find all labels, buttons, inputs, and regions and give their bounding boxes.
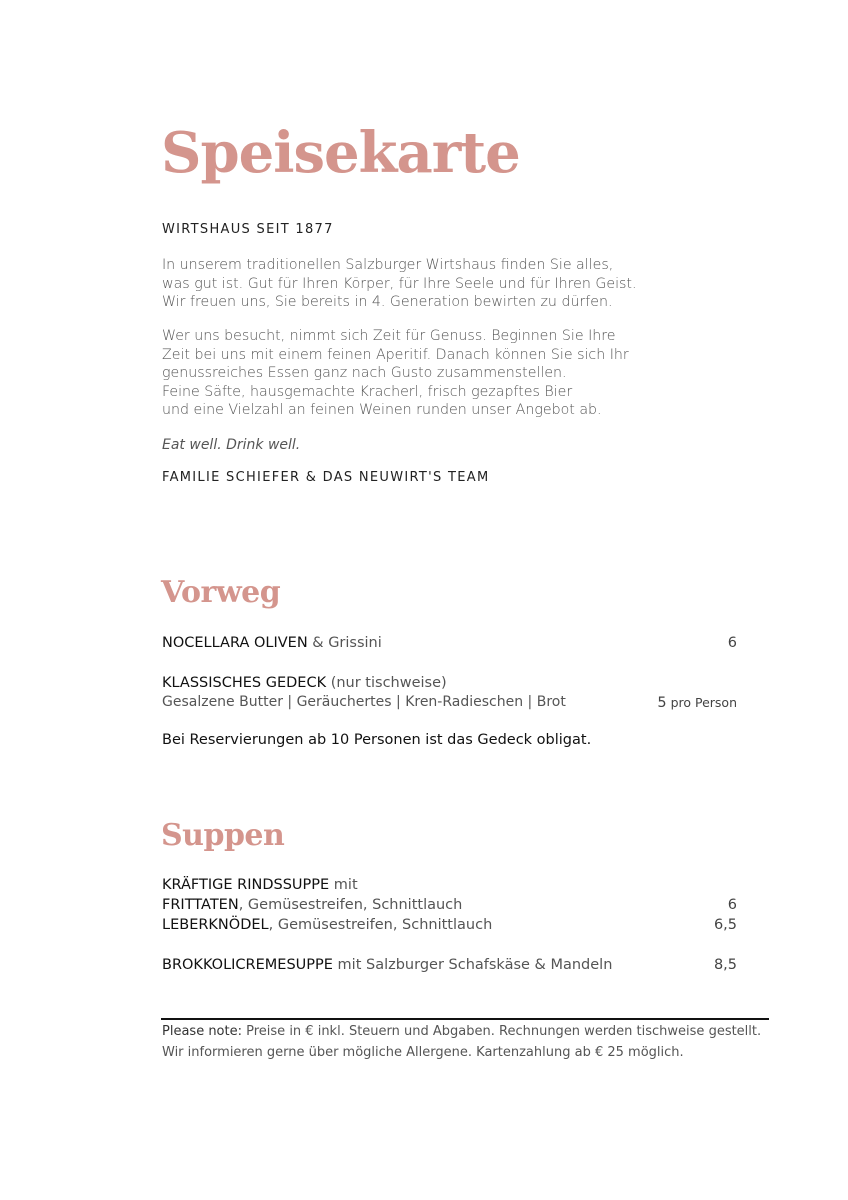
intro-paragraph-2 <box>162 327 629 420</box>
menu-item-oliven <box>162 635 382 651</box>
item-price: 6,5 <box>713 917 737 933</box>
item-name: FRITTATEN <box>162 897 239 913</box>
price-unit: pro Person <box>666 695 737 710</box>
intro-line: Zeit bei uns mit einem feinen Aperitif. Danach können Sie sich Ihr <box>162 346 629 363</box>
menu-item-rindssuppe <box>162 877 358 893</box>
intro-paragraph-1 <box>162 256 637 312</box>
item-name: LEBERKNÖDEL <box>162 917 269 933</box>
intro-line: Wir freuen uns, Sie bereits in 4. Generation bewirten zu dürfen. <box>162 294 613 311</box>
footer-text: Preise in € inkl. Steuern und Abgaben. Rechnungen werden tischweise gestellt. <box>242 1024 762 1039</box>
item-desc: , Gemüsestreifen, Schnittlauch <box>238 897 463 913</box>
item-detail: Gesalzene Butter | Geräuchertes | Kren-Radieschen | Brot <box>162 694 566 710</box>
subtitle: WIRTSHAUS SEIT 1877 <box>162 222 334 237</box>
item-desc: , Gemüsestreifen, Schnittlauch <box>268 917 493 933</box>
menu-item-frittaten <box>162 897 462 913</box>
item-desc: mit <box>329 877 358 893</box>
item-price: 6 <box>727 635 737 651</box>
item-desc: (nur tischweise) <box>326 675 447 691</box>
item-desc: mit Salzburger Schafskäse & Mandeln <box>332 957 613 973</box>
footer-note-line-2: Wir informieren gerne über mögliche Allergene. Kartenzahlung ab € 25 möglich. <box>162 1045 684 1060</box>
intro-line: In unserem traditionellen Salzburger Wirtshaus finden Sie alles, <box>162 257 614 273</box>
footer-note-line-1 <box>162 1024 761 1039</box>
motto: Eat well. Drink well. <box>162 437 301 453</box>
item-desc: & Grissini <box>307 635 382 651</box>
menu-item-leberknoedel <box>162 917 492 933</box>
item-price-gedeck <box>657 695 737 711</box>
gedeck-note: Bei Reservierungen ab 10 Personen ist das Gedeck obligat. <box>162 732 592 748</box>
item-name: NOCELLARA OLIVEN <box>162 635 308 651</box>
page-title: Speisekarte <box>161 120 520 186</box>
footer-divider <box>161 1018 769 1020</box>
section-heading-vorweg: Vorweg <box>161 575 281 610</box>
intro-line: was gut ist. Gut für Ihren Körper, für Ihre Seele und für Ihren Geist. <box>162 275 637 292</box>
footer-label: Please note: <box>162 1024 242 1039</box>
item-price: 5 <box>657 695 667 711</box>
item-price: 6 <box>727 897 737 913</box>
menu-item-gedeck <box>162 675 447 691</box>
menu-item-brokkolicremesuppe <box>162 957 612 973</box>
signature: FAMILIE SCHIEFER & DAS NEUWIRT'S TEAM <box>162 470 490 485</box>
item-name: BROKKOLICREMESUPPE <box>162 957 333 973</box>
intro-line: Feine Säfte, hausgemachte Kracherl, frisch gezapftes Bier <box>162 383 573 400</box>
section-heading-suppen: Suppen <box>161 818 285 853</box>
intro-line: genussreiches Essen ganz nach Gusto zusammenstellen. <box>162 365 567 382</box>
item-name: KRÄFTIGE RINDSSUPPE <box>162 877 330 893</box>
intro-line: und eine Vielzahl an feinen Weinen runden unser Angebot ab. <box>162 402 602 419</box>
item-name: KLASSISCHES GEDECK <box>162 675 327 691</box>
intro-line: Wer uns besucht, nimmt sich Zeit für Genuss. Beginnen Sie Ihre <box>162 328 616 344</box>
menu-item-gedeck-detail <box>162 694 566 710</box>
item-price: 8,5 <box>713 957 737 973</box>
